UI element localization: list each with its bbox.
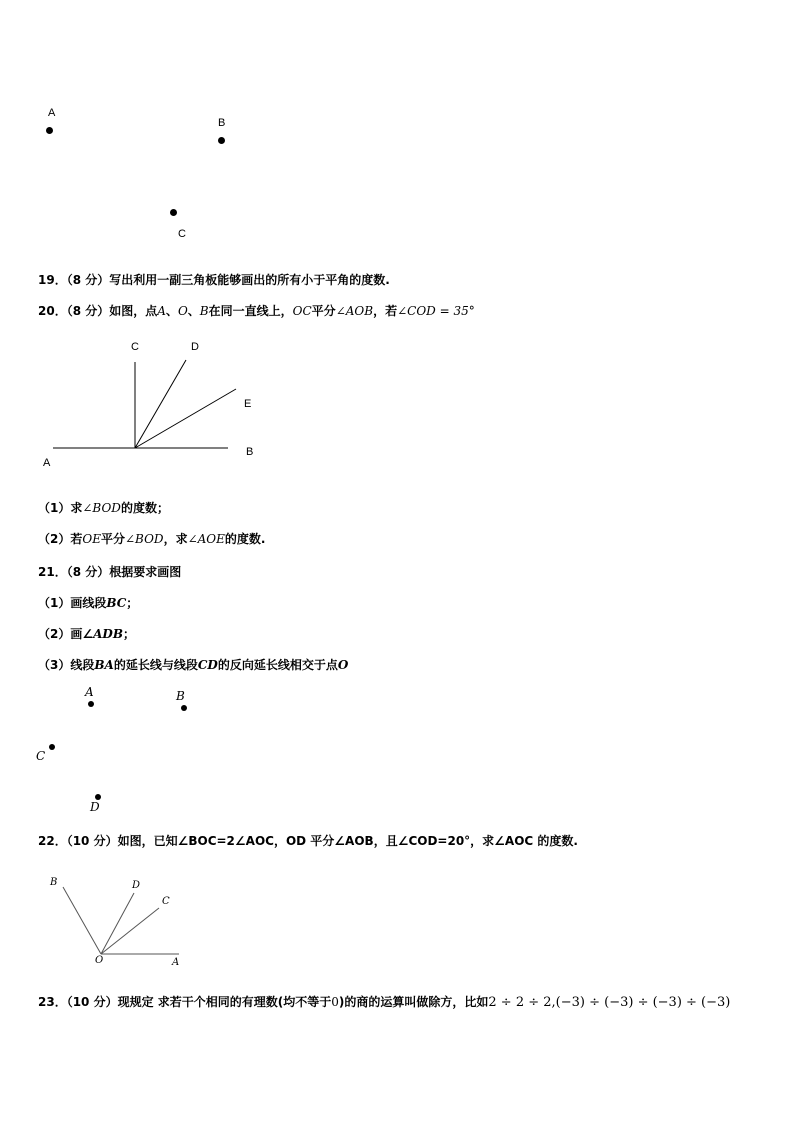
fig20-label-e: E — [244, 398, 252, 410]
math-condition: ∠COD = 35° — [397, 304, 475, 318]
part-text: 画线段 — [70, 596, 107, 610]
part-text: ，求 — [163, 532, 188, 546]
part-text: 的反向延长线相交于点 — [217, 658, 338, 672]
fig22-label-o: O — [95, 955, 104, 966]
fig22-label-a: A — [172, 957, 180, 968]
question-number: 19． — [38, 273, 67, 287]
part-number: （3） — [38, 658, 71, 672]
part-text: 的延长线与线段 — [113, 658, 198, 672]
ray-od — [101, 893, 134, 954]
question-text: 写出利用一副三角板能够画出的所有小于平角的度数. — [109, 273, 390, 287]
fig22-label-d: D — [132, 880, 141, 891]
part-number: （2） — [38, 627, 71, 641]
math-angle-aob: ∠AOB — [335, 304, 374, 318]
part-text: 平分 — [100, 532, 125, 546]
part-text: 画∠ — [70, 627, 94, 641]
question-text: )的商的运算叫做除方，比如 — [338, 995, 489, 1009]
part-text: ； — [126, 596, 139, 610]
math-zero: 0 — [331, 995, 339, 1009]
fig21-label-a: A — [85, 685, 94, 699]
math-ray-oc: OC — [292, 304, 312, 318]
question-score: （8 分） — [66, 304, 110, 318]
point-label-b: B — [218, 117, 226, 129]
math-ray-oe: OE — [82, 532, 101, 546]
question-text: 现规定 求若干个相同的有理数(均不等于 — [117, 995, 332, 1009]
part-text: 线段 — [70, 658, 95, 672]
ray-ob — [63, 887, 101, 954]
part-number: （2） — [38, 532, 71, 546]
math-segment-bc: BC — [106, 596, 127, 610]
point-label-a: A — [48, 107, 56, 119]
fig21-label-b: B — [176, 689, 185, 703]
question-23 — [38, 993, 730, 1010]
question-text: 在同一直线上， — [208, 304, 293, 318]
part-text: ； — [122, 627, 135, 641]
fig22-label-b: B — [50, 877, 58, 888]
math-expression: 2 ÷ 2 ÷ 2,(−3) ÷ (−3) ÷ (−3) ÷ (−3) — [488, 995, 731, 1010]
question-text: 平分 — [311, 304, 336, 318]
math-point-o: O — [337, 658, 349, 672]
math-point-a: A — [157, 304, 166, 318]
math-point-b: B — [199, 304, 209, 318]
question-text: 如图，点 — [109, 304, 158, 318]
separator: 、 — [165, 304, 178, 318]
separator: 、 — [187, 304, 200, 318]
fig20-label-a: A — [43, 457, 51, 469]
math-angle-bod: ∠BOD — [125, 532, 164, 546]
question-score: （8 分） — [66, 565, 110, 579]
fig20-label-c: C — [131, 341, 139, 353]
point-label-c: C — [178, 228, 186, 240]
fig21-label-d: D — [90, 800, 100, 814]
math-angle-adb: ADB — [93, 627, 123, 641]
question-text: ，若 — [373, 304, 398, 318]
math-point-o: O — [177, 304, 188, 318]
math-segment-ba: BA — [94, 658, 114, 672]
question-score: （10 分） — [66, 834, 118, 848]
part-text: 的度数； — [120, 501, 169, 515]
fig20-label-d: D — [191, 341, 199, 353]
question-number: 20． — [38, 304, 67, 318]
part-text: 求 — [70, 501, 83, 515]
question-number: 23． — [38, 995, 67, 1009]
question-text: 根据要求画图 — [109, 565, 182, 579]
question-score: （8 分） — [66, 273, 110, 287]
question-text: 如图，已知∠BOC=2∠AOC，OD 平分∠AOB，且∠COD=20°，求∠AOC 的度数. — [117, 834, 578, 848]
math-angle-bod: ∠BOD — [82, 501, 121, 515]
question-number: 21． — [38, 565, 67, 579]
part-text: 若 — [70, 532, 83, 546]
question-score: （10 分） — [66, 995, 118, 1009]
fig22-label-c: C — [162, 896, 170, 907]
fig20-label-b: B — [246, 446, 254, 458]
part-text: 的度数. — [224, 532, 266, 546]
question-number: 22． — [38, 834, 67, 848]
math-angle-aoe: ∠AOE — [187, 532, 225, 546]
math-segment-cd: CD — [197, 658, 218, 672]
part-number: （1） — [38, 596, 71, 610]
ray-oc — [101, 908, 159, 954]
fig21-label-c: C — [36, 749, 46, 763]
part-number: （1） — [38, 501, 71, 515]
